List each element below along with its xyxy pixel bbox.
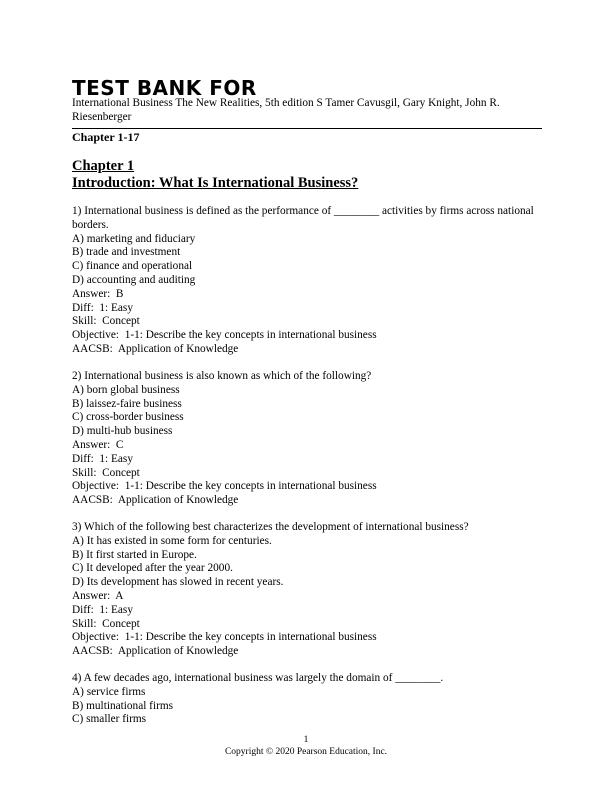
skill: Skill: Concept [72, 466, 140, 479]
option-c: C) finance and operational [72, 260, 193, 273]
option-a: A) marketing and fiduciary [72, 232, 196, 245]
option-c: C) It developed after the year 2000. [72, 562, 233, 575]
option-c: C) smaller firms [72, 713, 147, 726]
test-bank-banner: TEST BANK FOR [72, 76, 257, 100]
question-stem: 3) Which of the following best characterizes the development of international business? [72, 521, 469, 533]
option-b: B) It first started in Europe. [72, 548, 197, 561]
option-a: A) It has existed in some form for centuries. [72, 534, 272, 547]
aacsb: AACSB: Application of Knowledge [72, 342, 239, 355]
skill: Skill: Concept [72, 617, 140, 630]
question-stem: 2) International business is also known as which of the following? [72, 370, 372, 382]
answer: Answer: B [72, 287, 124, 300]
chapter-number: Chapter 1 [72, 158, 135, 174]
option-c: C) cross-border business [72, 411, 184, 424]
objective: Objective: 1-1: Describe the key concepts in international business [72, 480, 377, 493]
page-number: 1 [303, 735, 309, 745]
aacsb: AACSB: Application of Knowledge [72, 645, 239, 658]
option-d: D) accounting and auditing [72, 273, 196, 286]
skill: Skill: Concept [72, 315, 140, 328]
option-b: B) multinational firms [72, 699, 174, 712]
book-title: International Business The New Realities, 5th edition S Tamer Cavusgil, Gary Knight, John R. Riesenberger [72, 97, 500, 123]
option-a: A) born global business [72, 383, 180, 396]
question-4 [72, 672, 542, 727]
copyright-notice: Copyright © 2020 Pearson Education, Inc. [224, 747, 388, 757]
difficulty: Diff: 1: Easy [72, 603, 133, 616]
option-b: B) laissez-faire business [72, 397, 182, 410]
question-stem: 4) A few decades ago, international business was largely the domain of ________. [72, 672, 444, 684]
aacsb: AACSB: Application of Knowledge [72, 494, 239, 507]
question-2 [72, 370, 542, 508]
objective: Objective: 1-1: Describe the key concepts in international business [72, 631, 377, 644]
question-1 [72, 205, 542, 357]
chapter-title: Introduction: What Is International Business? [72, 175, 359, 191]
chapter-heading [72, 158, 358, 192]
answer: Answer: A [72, 589, 124, 602]
difficulty: Diff: 1: Easy [72, 301, 133, 314]
option-d: D) Its development has slowed in recent years. [72, 576, 284, 589]
chapter-range: Chapter 1-17 [72, 128, 542, 144]
answer: Answer: C [72, 438, 124, 451]
objective: Objective: 1-1: Describe the key concepts in international business [72, 329, 377, 342]
option-d: D) multi-hub business [72, 425, 173, 438]
question-stem: 1) International business is defined as the performance of ________ activities by firms across national borders. [72, 205, 537, 231]
question-3 [72, 521, 542, 659]
option-a: A) service firms [72, 685, 146, 698]
option-b: B) trade and investment [72, 246, 181, 259]
difficulty: Diff: 1: Easy [72, 452, 133, 465]
